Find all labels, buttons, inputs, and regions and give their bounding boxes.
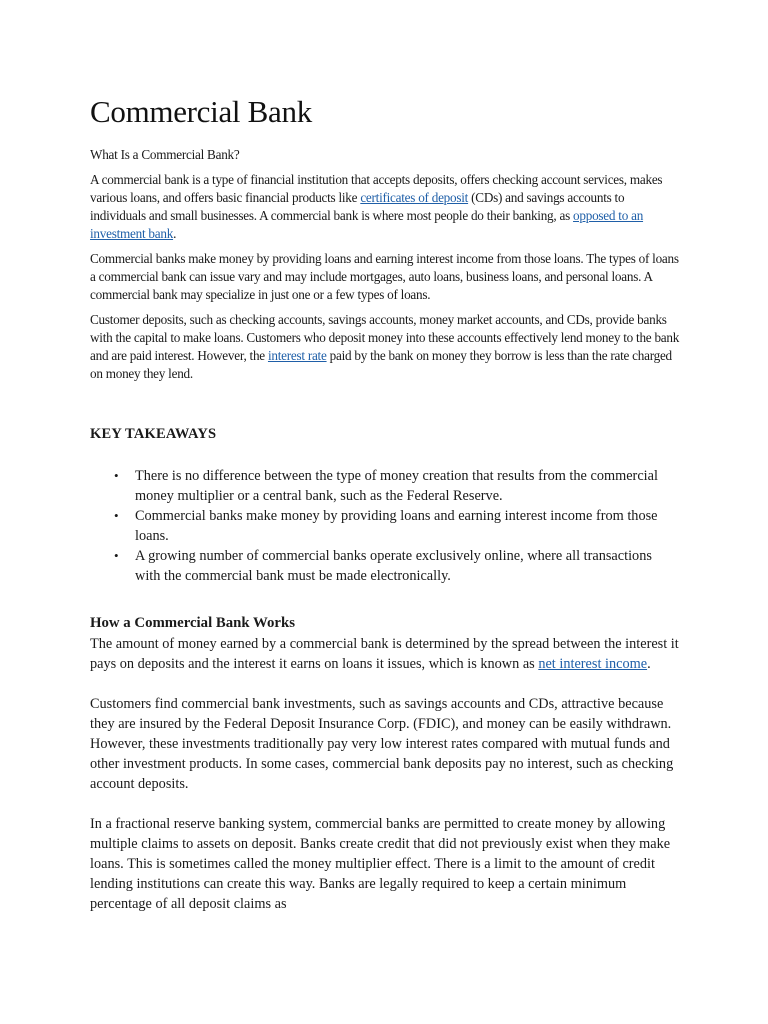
certificates-of-deposit-link[interactable]: certificates of deposit [360, 190, 469, 205]
key-takeaways-list [90, 466, 670, 586]
how-it-works-section [90, 612, 680, 934]
list-item [90, 546, 670, 586]
intro-p3-text-2: paid by the bank on money they borrow is less than the rate charged on money they lend. [90, 348, 672, 381]
takeaway-text: There is no difference between the type of money creation that results from the commercial money multiplier or a central bank, such as the Federal Reserve. [135, 468, 658, 504]
how-p1-text-1: The amount of money earned by a commercial bank is determined by the spread between the interest it pays on deposits and the interest it earns on loans it issues, which is known as [90, 636, 679, 672]
key-takeaways-heading: KEY TAKEAWAYS [90, 426, 217, 442]
takeaway-text: Commercial banks make money by providing loans and earning interest income from those loans. [135, 508, 658, 544]
bullet-icon: • [114, 468, 119, 483]
intro-p3-text-1: Customer deposits, such as checking accounts, savings accounts, money market accounts, and CDs, provide banks with the capital to make loans. Customers who deposit money into these accounts effectively lend money to the bank and are paid interest. However, the [90, 312, 680, 363]
interest-rate-link[interactable]: interest rate [267, 348, 327, 363]
intro-p1-text-3: . [173, 226, 177, 241]
section-heading: How a Commercial Bank Works [90, 615, 295, 631]
bullet-icon: • [114, 548, 119, 563]
intro-p1-text-2: (CDs) and savings accounts to individuals and small businesses. A commercial bank is where most people do their banking, as [90, 190, 625, 223]
page-title: Commercial Bank [90, 94, 312, 129]
how-p1-text-2: . [647, 656, 651, 672]
intro-section [90, 146, 680, 390]
bullet-icon: • [114, 508, 119, 523]
intro-p1-text-1: A commercial bank is a type of financial institution that accepts deposits, offers checking account services, makes various loans, and offers basic financial products like [90, 172, 663, 205]
investment-bank-link[interactable]: opposed to an investment bank [90, 208, 644, 241]
intro-paragraph-2: Commercial banks make money by providing loans and earning interest income from those loans. The types of loans a commercial bank can issue vary and may include mortgages, auto loans, business loans, and personal loans. A commercial bank may specialize in just one or a few types of loans. [90, 251, 679, 302]
how-it-works-paragraph-3: In a fractional reserve banking system, commercial banks are permitted to create money by allowing multiple claims to assets on deposit. Banks create credit that did not previously exist when they make loans. This is sometimes called the money multiplier effect. There is a limit to the amount of credit lending institutions can create this way. Banks are legally required to keep a certain minimum percentage of all deposit claims as [90, 816, 671, 912]
how-it-works-paragraph-1 [90, 634, 680, 674]
how-it-works-paragraph-2: Customers find commercial bank investments, such as savings accounts and CDs, attractive because they are insured by the Federal Deposit Insurance Corp. (FDIC), and money can be easily withdrawn. However, these investments traditionally pay very low interest rates compared with mutual funds and other investment products. In some cases, commercial bank deposits pay no interest, such as checking account deposits. [90, 696, 674, 792]
intro-paragraph-3 [90, 311, 680, 383]
takeaway-text: A growing number of commercial banks operate exclusively online, where all transactions with the commercial bank must be made electronically. [135, 548, 652, 584]
net-interest-income-link[interactable]: net interest income [538, 656, 648, 672]
intro-subtitle: What Is a Commercial Bank? [90, 147, 240, 162]
list-item [90, 506, 670, 546]
list-item [90, 466, 670, 506]
intro-paragraph-1 [90, 171, 680, 243]
